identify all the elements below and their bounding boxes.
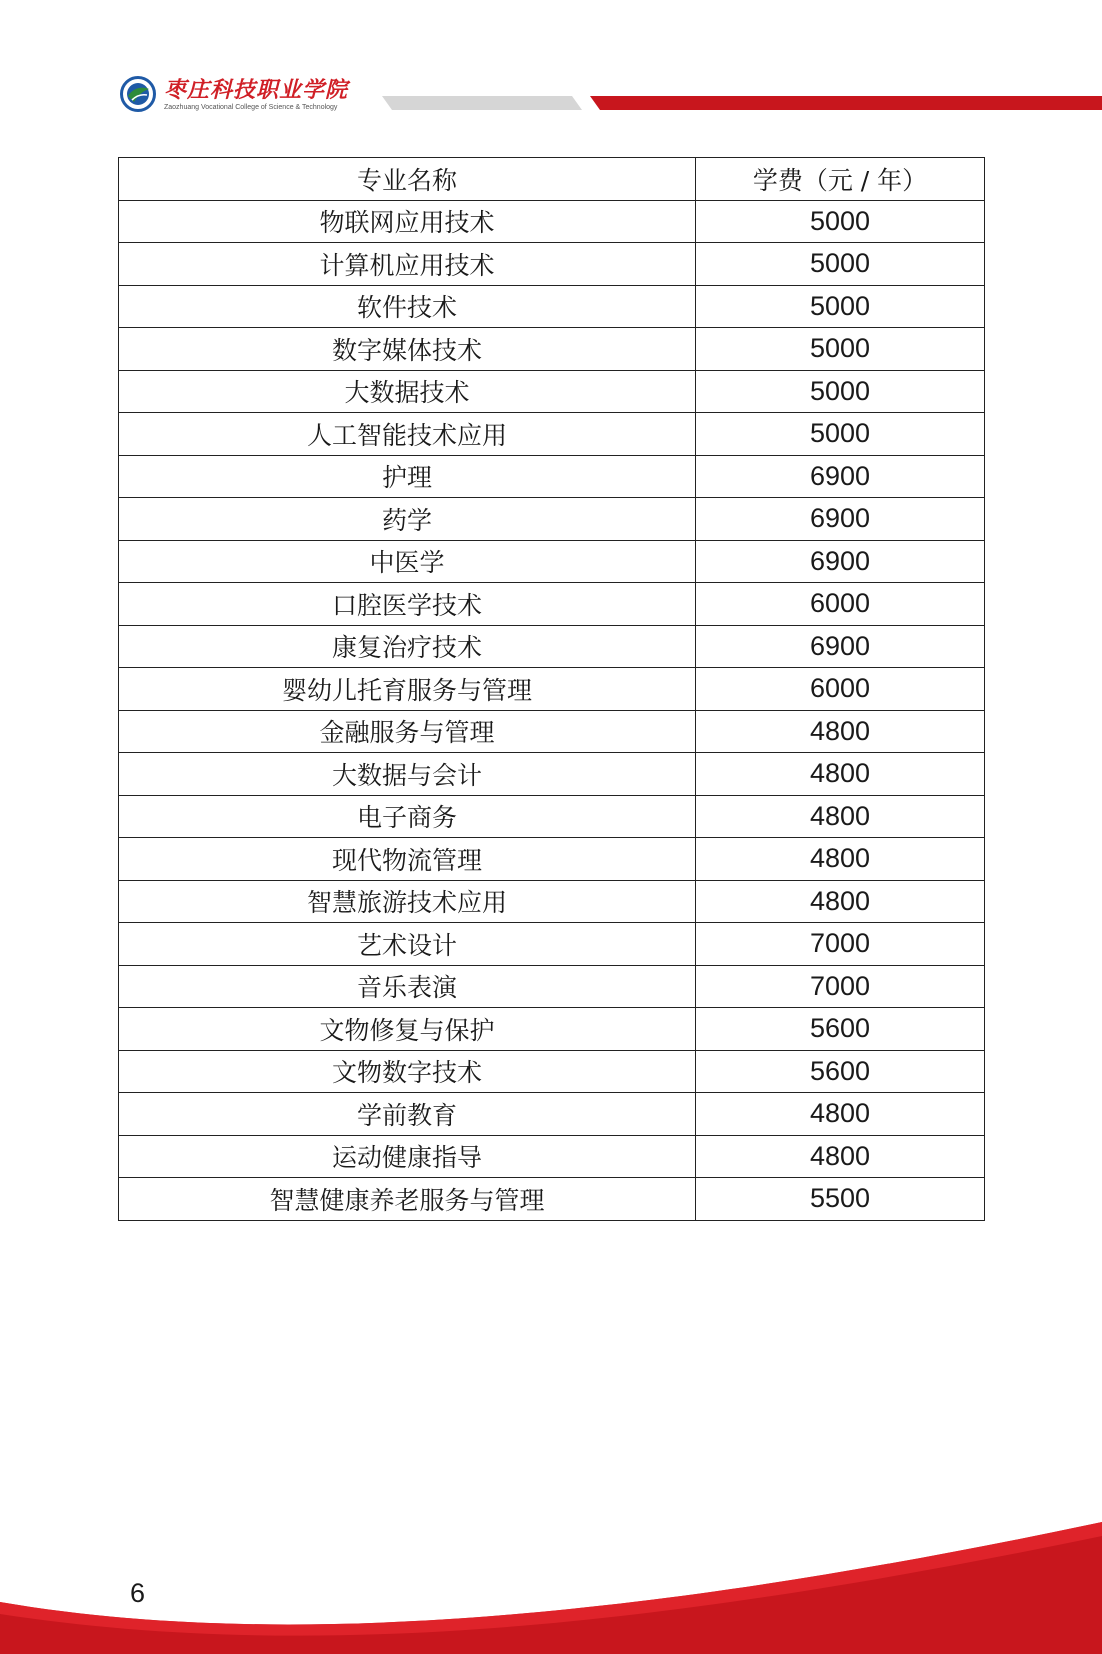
table-row	[119, 1093, 985, 1136]
tuition-fee-cell: 6900	[696, 625, 985, 668]
major-name-cell: 大数据技术	[119, 370, 696, 413]
tuition-fee-cell: 4800	[696, 1093, 985, 1136]
major-name-cell: 现代物流管理	[119, 838, 696, 881]
major-name-cell: 婴幼儿托育服务与管理	[119, 668, 696, 711]
table-row	[119, 1135, 985, 1178]
table-row	[119, 328, 985, 371]
major-name-cell: 康复治疗技术	[119, 625, 696, 668]
tuition-fee-cell: 5000	[696, 328, 985, 371]
table-row	[119, 795, 985, 838]
table-row	[119, 965, 985, 1008]
logo-name-en: Zaozhuang Vocational College of Science & Technology	[164, 103, 338, 111]
table-row	[119, 370, 985, 413]
tuition-fee-cell: 5000	[696, 413, 985, 456]
tuition-fee-cell: 7000	[696, 965, 985, 1008]
tuition-fee-cell: 4800	[696, 753, 985, 796]
table-row	[119, 923, 985, 966]
tuition-fee-cell: 4800	[696, 838, 985, 881]
table-row	[119, 838, 985, 881]
tuition-fee-cell: 5000	[696, 370, 985, 413]
major-name-cell: 药学	[119, 498, 696, 541]
tuition-fee-cell: 4800	[696, 880, 985, 923]
table-row	[119, 1178, 985, 1221]
major-name-cell: 中医学	[119, 540, 696, 583]
major-name-cell: 大数据与会计	[119, 753, 696, 796]
tuition-fee-cell: 7000	[696, 923, 985, 966]
table-row	[119, 243, 985, 286]
tuition-fee-cell: 5000	[696, 243, 985, 286]
table-row	[119, 753, 985, 796]
table-row	[119, 285, 985, 328]
table-header-row	[119, 158, 985, 201]
major-name-cell: 智慧旅游技术应用	[119, 880, 696, 923]
page-header	[0, 0, 1102, 140]
tuition-fee-cell: 5500	[696, 1178, 985, 1221]
tuition-fee-cell: 4800	[696, 1135, 985, 1178]
table-row	[119, 200, 985, 243]
footer-decorative-wave	[0, 1510, 1102, 1654]
table-row	[119, 455, 985, 498]
tuition-fee-table	[118, 157, 985, 1221]
major-name-cell: 计算机应用技术	[119, 243, 696, 286]
major-name-cell: 口腔医学技术	[119, 583, 696, 626]
tuition-fee-cell: 5600	[696, 1008, 985, 1051]
table-row	[119, 1050, 985, 1093]
major-name-cell: 护理	[119, 455, 696, 498]
major-name-cell: 智慧健康养老服务与管理	[119, 1178, 696, 1221]
tuition-fee-cell: 5000	[696, 200, 985, 243]
major-name-cell: 数字媒体技术	[119, 328, 696, 371]
table-row	[119, 540, 985, 583]
table-row	[119, 413, 985, 456]
table-row	[119, 668, 985, 711]
header-decorative-band	[0, 96, 1102, 110]
tuition-fee-cell: 6900	[696, 455, 985, 498]
tuition-fee-cell: 5000	[696, 285, 985, 328]
table-row	[119, 625, 985, 668]
logo-name-cn: 枣庄科技职业学院	[164, 76, 349, 103]
major-name-cell: 金融服务与管理	[119, 710, 696, 753]
page-number: 6	[130, 1578, 146, 1608]
major-name-cell: 文物数字技术	[119, 1050, 696, 1093]
major-name-cell: 电子商务	[119, 795, 696, 838]
major-name-cell: 音乐表演	[119, 965, 696, 1008]
tuition-fee-cell: 6000	[696, 583, 985, 626]
major-name-cell: 文物修复与保护	[119, 1008, 696, 1051]
tuition-fee-cell: 6000	[696, 668, 985, 711]
tuition-fee-cell: 6900	[696, 540, 985, 583]
major-name-cell: 学前教育	[119, 1093, 696, 1136]
major-name-cell: 物联网应用技术	[119, 200, 696, 243]
major-name-cell: 软件技术	[119, 285, 696, 328]
college-logo	[120, 70, 348, 118]
column-header-fee: 学费（元 / 年）	[696, 158, 985, 201]
column-header-major: 专业名称	[119, 158, 696, 201]
major-name-cell: 艺术设计	[119, 923, 696, 966]
major-name-cell: 人工智能技术应用	[119, 413, 696, 456]
tuition-fee-cell: 4800	[696, 710, 985, 753]
tuition-fee-cell: 4800	[696, 795, 985, 838]
table-row	[119, 583, 985, 626]
tuition-fee-cell: 5600	[696, 1050, 985, 1093]
table-row	[119, 1008, 985, 1051]
major-name-cell: 运动健康指导	[119, 1135, 696, 1178]
table-row	[119, 498, 985, 541]
table-row	[119, 710, 985, 753]
tuition-fee-cell: 6900	[696, 498, 985, 541]
table-row	[119, 880, 985, 923]
